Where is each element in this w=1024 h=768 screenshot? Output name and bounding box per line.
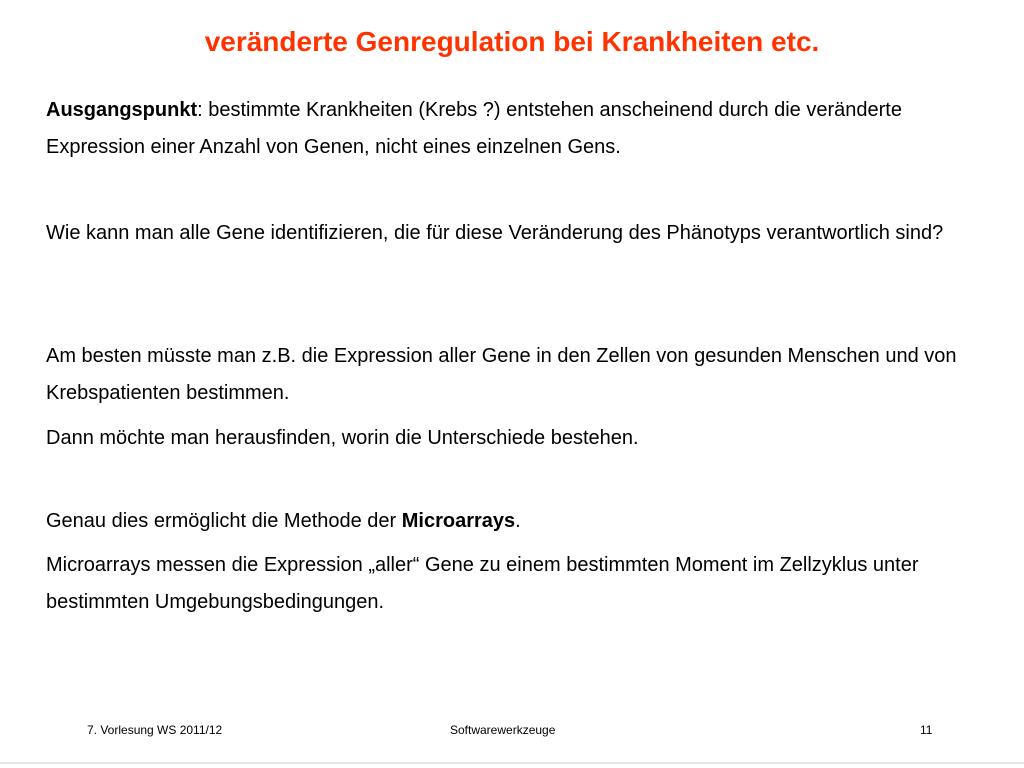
paragraph-text: : bestimmte Krankheiten (Krebs ?) entstehen anscheinend durch die veränderte Expression einer Anzahl von Genen, nicht eines einzelnen Gens. [46,99,902,158]
paragraph-lead-bold: Ausgangspunkt [46,99,198,121]
paragraph-approach: Am besten müsste man z.B. die Expression aller Gene in den Zellen von gesunden Menschen und von Krebspatienten bestimmen. [46,345,957,404]
paragraph-period: . [515,510,521,532]
paragraph-microarrays: Microarrays messen die Expression „aller“ Gene zu einem bestimmten Moment im Zellzyklus unter bestimmten Umgebungsbedingungen. [46,554,919,613]
footer-course: Softwarewerkzeuge [450,723,556,737]
bottom-divider [0,762,1024,764]
paragraph-text: Genau dies ermöglicht die Methode der [46,510,402,532]
paragraph-ausgangspunkt [46,92,986,166]
footer-page-number: 11 [920,723,933,737]
paragraph-question: Wie kann man alle Gene identifizieren, die für diese Veränderung des Phänotyps verantwortlich sind? [46,222,944,244]
paragraph-method [46,503,986,540]
footer-lecture: 7. Vorlesung WS 2011/12 [87,723,223,737]
slide-title: veränderte Genregulation bei Krankheiten etc. [204,26,820,57]
microarrays-bold: Microarrays [401,510,516,532]
paragraph-differences: Dann möchte man herausfinden, worin die Unterschiede bestehen. [46,427,639,449]
